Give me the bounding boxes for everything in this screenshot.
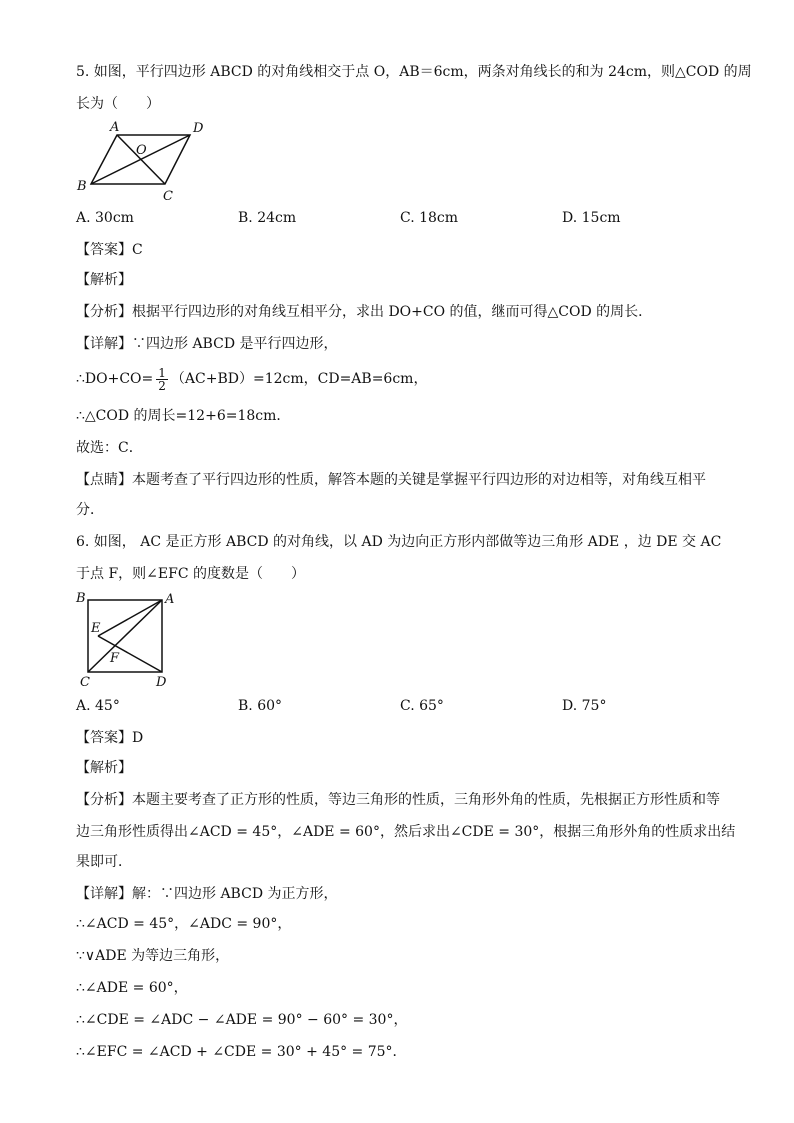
q6-detail-line6: ∴∠EFC = ∠ACD + ∠CDE = 30° + 45° = 75°． xyxy=(76,1044,407,1060)
side-ed xyxy=(98,636,162,672)
label-a: A xyxy=(165,592,175,607)
q6-fenxi-line2: 边三角形性质得出∠ACD = 45°，∠ADE = 60°，然后求出∠CDE = 30°，根据三角形外角的性质求出结 xyxy=(76,824,736,840)
q5-analysis-heading: 【解析】 xyxy=(76,272,132,288)
q6-square-figure xyxy=(74,588,184,692)
q5-parallelogram-figure xyxy=(74,116,214,206)
q6-fenxi-line1: 【分析】本题主要考查了正方形的性质，等边三角形的性质，三角形外角的性质，先根据正方形性质和等 xyxy=(76,792,720,808)
q5-stem-line2: 长为（ ） xyxy=(76,96,160,112)
q6-option-d: D. 75° xyxy=(562,698,607,714)
q5-detail2-suffix: （AC+BD）=12cm，CD=AB=6cm， xyxy=(170,371,428,387)
q6-option-c: C. 65° xyxy=(400,698,444,714)
q6-stem-line2: 于点 F，则∠EFC 的度数是（ ） xyxy=(76,566,305,582)
q5-option-d: D. 15cm xyxy=(562,210,621,226)
q5-fenxi: 【分析】根据平行四边形的对角线互相平分，求出 DO+CO 的值，继而可得△COD 的周长． xyxy=(76,304,653,320)
q6-option-b: B. 60° xyxy=(238,698,283,714)
q5-detail2-prefix: ∴DO+CO= xyxy=(76,371,154,387)
q5-detail-line2 xyxy=(76,366,427,392)
label-e: E xyxy=(91,621,101,636)
q5-dianjing-line2: 分． xyxy=(76,502,104,518)
q6-detail-line5: ∴∠CDE = ∠ADC − ∠ADE = 90° − 60° = 30°， xyxy=(76,1012,408,1028)
q6-detail-line4: ∴∠ADE = 60°， xyxy=(76,980,188,996)
label-d: D xyxy=(156,675,167,690)
q6-analysis-heading: 【解析】 xyxy=(76,760,132,776)
label-o: O xyxy=(136,143,147,158)
q6-fenxi-line3: 果即可． xyxy=(76,854,132,870)
label-d: D xyxy=(193,121,204,136)
q6-answer: 【答案】D xyxy=(76,730,144,746)
q5-answer: 【答案】C xyxy=(76,242,143,258)
q5-detail-line1: 【详解】∵四边形 ABCD 是平行四边形， xyxy=(76,336,338,352)
q5-detail-line3: ∴△COD 的周长=12+6=18cm． xyxy=(76,408,291,424)
q6-stem-line1: 6. 如图， AC 是正方形 ABCD 的对角线，以 AD 为边向正方形内部做等边三角形 ADE ，边 DE 交 AC xyxy=(76,534,722,550)
fraction-numerator: 1 xyxy=(158,365,166,380)
q5-stem-line1: 5. 如图，平行四边形 ABCD 的对角线相交于点 O，AB＝6cm，两条对角线长的和为 24cm，则△COD 的周 xyxy=(76,64,752,80)
q5-choose: 故选：C． xyxy=(76,440,143,456)
q6-detail-line3: ∵∨ADE 为等边三角形， xyxy=(76,948,230,964)
q6-option-a: A. 45° xyxy=(76,698,120,714)
fraction-one-half xyxy=(156,367,168,392)
q5-option-c: C. 18cm xyxy=(400,210,459,226)
q5-option-b: B. 24cm xyxy=(238,210,297,226)
label-b: B xyxy=(76,591,86,606)
label-b: B xyxy=(77,179,87,194)
label-f: F xyxy=(110,651,120,666)
q5-dianjing-line1: 【点睛】本题考查了平行四边形的性质，解答本题的关键是掌握平行四边形的对边相等，对角线互相平 xyxy=(76,472,706,488)
label-a: A xyxy=(110,120,120,135)
fraction-denominator: 2 xyxy=(158,378,166,393)
q6-detail-line2: ∴∠ACD = 45°，∠ADC = 90°， xyxy=(76,916,292,932)
q5-option-a: A. 30cm xyxy=(76,210,134,226)
q6-detail-line1: 【详解】解：∵四边形 ABCD 为正方形， xyxy=(76,886,338,902)
label-c: C xyxy=(80,675,90,690)
label-c: C xyxy=(163,189,173,204)
